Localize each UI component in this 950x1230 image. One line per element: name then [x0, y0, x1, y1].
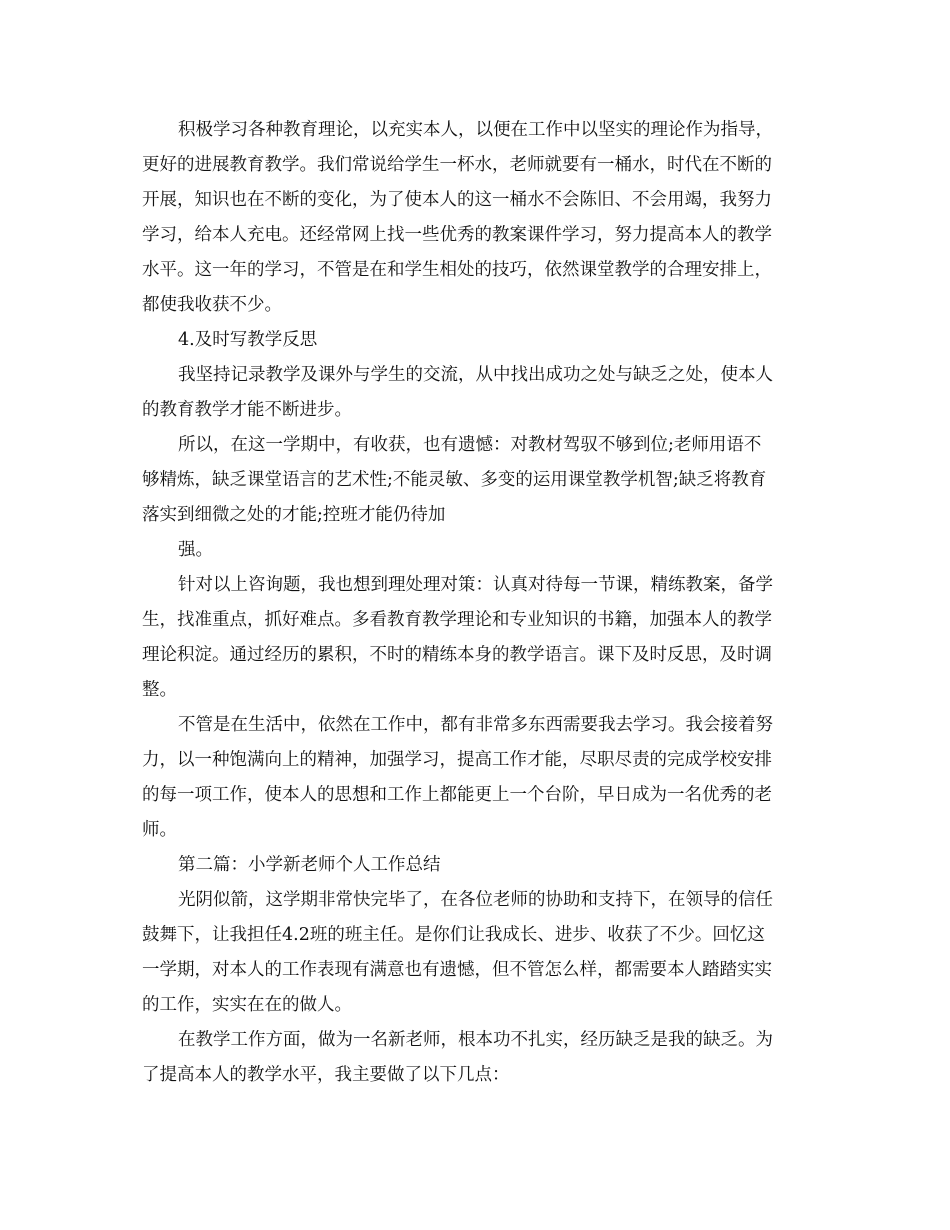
- body-line: 力，以一种饱满向上的精神，加强学习，提高工作才能，尽职尽责的完成学校安排: [142, 750, 772, 770]
- body-line: 师。: [142, 820, 177, 840]
- body-line: 开展，知识也在不断的变化，为了使本人的这一桶水不会陈旧、不会用竭，我努力: [142, 190, 772, 210]
- body-line: 积极学习各种教育理论，以充实本人，以便在工作中以坚实的理论作为指导，: [178, 120, 773, 140]
- body-line: 理论积淀。通过经历的累积，不时的精练本身的教学语言。课下及时反思，及时调: [142, 645, 772, 665]
- body-line: 的教育教学才能不断进步。: [142, 400, 352, 420]
- body-line: 落实到细微之处的才能;控班才能仍待加: [142, 505, 446, 525]
- body-line: 我坚持记录教学及课外与学生的交流，从中找出成功之处与缺乏之处，使本人: [178, 365, 773, 385]
- section-heading: 4.及时写教学反思: [178, 330, 318, 350]
- body-line: 更好的进展教育教学。我们常说给学生一杯水，老师就要有一桶水，时代在不断的: [142, 155, 772, 175]
- section-heading: 第二篇：小学新老师个人工作总结: [178, 855, 441, 875]
- body-line: 水平。这一年的学习，不管是在和学生相处的技巧，依然课堂教学的合理安排上，: [142, 260, 772, 280]
- body-line: 所以，在这一学期中，有收获，也有遗憾：对教材驾驭不够到位;老师用语不: [178, 435, 762, 455]
- body-line: 强。: [178, 540, 213, 560]
- body-line: 的每一项工作，使本人的思想和工作上都能更上一个台阶，早日成为一名优秀的老: [142, 785, 772, 805]
- body-line: 鼓舞下，让我担任4.2班的班主任。是你们让我成长、进步、收获了不少。回忆这: [142, 925, 765, 945]
- body-line: 学习，给本人充电。还经常网上找一些优秀的教案课件学习，努力提高本人的教学: [142, 225, 772, 245]
- body-line: 针对以上咨询题，我也想到理处理对策：认真对待每一节课，精练教案，备学: [178, 575, 773, 595]
- body-line: 都使我收获不少。: [142, 295, 282, 315]
- body-line: 在教学工作方面，做为一名新老师，根本功不扎实，经历缺乏是我的缺乏。为: [178, 1030, 773, 1050]
- body-line: 光阴似箭，这学期非常快完毕了，在各位老师的协助和支持下，在领导的信任: [178, 890, 773, 910]
- body-line: 生，找准重点，抓好难点。多看教育教学理论和专业知识的书籍，加强本人的教学: [142, 610, 772, 630]
- body-line: 的工作，实实在在的做人。: [142, 995, 352, 1015]
- body-line: 够精炼，缺乏课堂语言的艺术性;不能灵敏、多变的运用课堂教学机智;缺乏将教育: [142, 470, 767, 490]
- body-line: 不管是在生活中，依然在工作中，都有非常多东西需要我去学习。我会接着努: [178, 715, 773, 735]
- body-line: 整。: [142, 680, 177, 700]
- body-line: 了提高本人的教学水平，我主要做了以下几点：: [142, 1065, 510, 1085]
- body-line: 一学期，对本人的工作表现有满意也有遗憾，但不管怎么样，都需要本人踏踏实实: [142, 960, 772, 980]
